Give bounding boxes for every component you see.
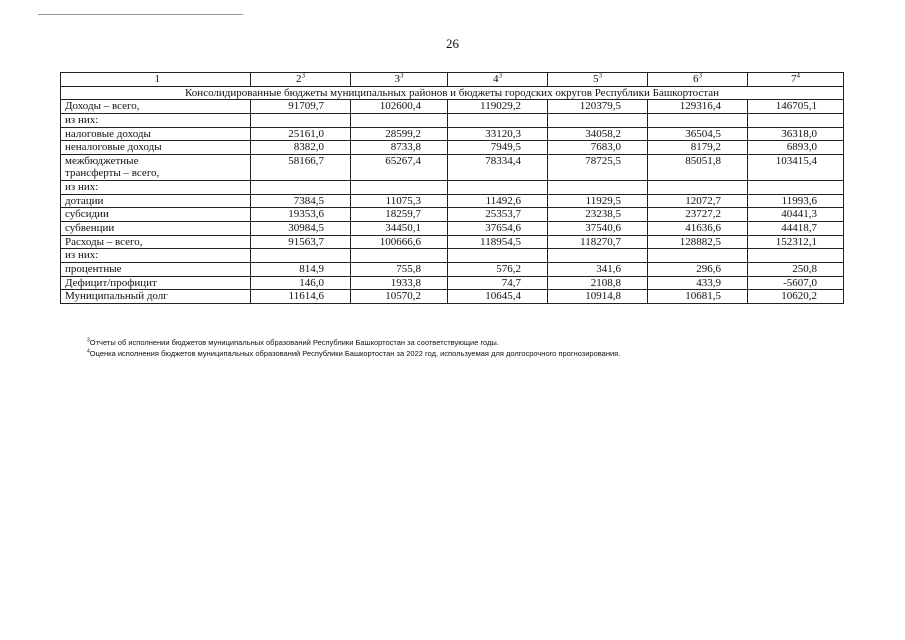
row-label: процентные [61, 262, 251, 276]
footnotes [87, 337, 620, 359]
footnote-mark: 4 [87, 348, 90, 355]
value-cell: 36504,5 [648, 127, 748, 141]
value-cell: 433,9 [648, 276, 748, 290]
footnote-text: Оценка исполнения бюджетов муниципальных образований Республики Башкортостан за 2022 год, используемая для долгосрочного прогнозирования. [89, 349, 621, 358]
header-row [61, 73, 844, 87]
row-label: из них: [61, 181, 251, 195]
row-label: межбюджетные трансферты – всего, [61, 154, 251, 180]
row-label: дотации [61, 194, 251, 208]
value-cell [548, 113, 648, 127]
value-cell: 28599,2 [351, 127, 448, 141]
table-row [61, 141, 844, 155]
value-cell: 118270,7 [548, 235, 648, 249]
value-cell [748, 181, 844, 195]
section-title-row [61, 86, 844, 100]
value-cell: 91563,7 [251, 235, 351, 249]
value-cell [251, 249, 351, 263]
row-label: Муниципальный долг [61, 290, 251, 304]
value-cell: 2108,8 [548, 276, 648, 290]
table-row [61, 208, 844, 222]
header-cell: $4^3$ [448, 73, 548, 87]
value-cell: 10681,5 [648, 290, 748, 304]
value-cell: 18259,7 [351, 208, 448, 222]
table-row [61, 127, 844, 141]
value-cell: 8733,8 [351, 141, 448, 155]
value-cell: 8179,2 [648, 141, 748, 155]
value-cell: 146,0 [251, 276, 351, 290]
header-rule [38, 14, 243, 15]
table-row [61, 276, 844, 290]
value-cell: 40441,3 [748, 208, 844, 222]
value-cell: 44418,7 [748, 222, 844, 236]
value-cell: 23727,2 [648, 208, 748, 222]
value-cell: -5607,0 [748, 276, 844, 290]
value-cell: 34058,2 [548, 127, 648, 141]
header-cell: $6^3$ [648, 73, 748, 87]
row-label: субсидии [61, 208, 251, 222]
row-label: налоговые доходы [61, 127, 251, 141]
value-cell: 8382,0 [251, 141, 351, 155]
row-label: неналоговые доходы [61, 141, 251, 155]
value-cell: 58166,7 [251, 154, 351, 180]
header-cell: $3^3$ [351, 73, 448, 87]
row-label: субвенции [61, 222, 251, 236]
value-cell [748, 249, 844, 263]
value-cell [351, 181, 448, 195]
value-cell: 12072,7 [648, 194, 748, 208]
value-cell: 103415,4 [748, 154, 844, 180]
value-cell: 10914,8 [548, 290, 648, 304]
section-title: Консолидированные бюджеты муниципальных районов и бюджеты городских округов Республики Башкортостан [61, 86, 844, 100]
value-cell [648, 181, 748, 195]
value-cell [548, 181, 648, 195]
table-row [61, 249, 844, 263]
value-cell: 19353,6 [251, 208, 351, 222]
table-row [61, 262, 844, 276]
value-cell [251, 113, 351, 127]
value-cell: 128882,5 [648, 235, 748, 249]
value-cell: 10570,2 [351, 290, 448, 304]
value-cell: 65267,4 [351, 154, 448, 180]
value-cell: 25353,7 [448, 208, 548, 222]
table-row [61, 181, 844, 195]
value-cell: 7683,0 [548, 141, 648, 155]
value-cell: 10645,4 [448, 290, 548, 304]
value-cell: 34450,1 [351, 222, 448, 236]
value-cell: 576,2 [448, 262, 548, 276]
value-cell: 41636,6 [648, 222, 748, 236]
value-cell: 11614,6 [251, 290, 351, 304]
value-cell: 100666,6 [351, 235, 448, 249]
row-label: из них: [61, 249, 251, 263]
table-row [61, 222, 844, 236]
value-cell [251, 181, 351, 195]
footnote [87, 337, 620, 348]
value-cell: 78334,4 [448, 154, 548, 180]
value-cell: 11929,5 [548, 194, 648, 208]
value-cell: 7384,5 [251, 194, 351, 208]
value-cell: 119029,2 [448, 100, 548, 114]
header-cell: $5^3$ [548, 73, 648, 87]
table-row [61, 235, 844, 249]
value-cell [548, 249, 648, 263]
value-cell: 102600,4 [351, 100, 448, 114]
value-cell: 37540,6 [548, 222, 648, 236]
page-number: 26 [446, 36, 459, 51]
table-row [61, 113, 844, 127]
table-row [61, 290, 844, 304]
row-label: Расходы – всего, [61, 235, 251, 249]
value-cell: 74,7 [448, 276, 548, 290]
value-cell [648, 113, 748, 127]
value-cell: 33120,3 [448, 127, 548, 141]
value-cell: 7949,5 [448, 141, 548, 155]
value-cell: 296,6 [648, 262, 748, 276]
table-row [61, 194, 844, 208]
value-cell [448, 249, 548, 263]
table-row [61, 154, 844, 180]
value-cell: 341,6 [548, 262, 648, 276]
value-cell [748, 113, 844, 127]
value-cell [448, 113, 548, 127]
value-cell: 755,8 [351, 262, 448, 276]
value-cell: 37654,6 [448, 222, 548, 236]
value-cell: 814,9 [251, 262, 351, 276]
value-cell: 78725,5 [548, 154, 648, 180]
value-cell: 129316,4 [648, 100, 748, 114]
footnote-mark: 3 [87, 337, 90, 344]
value-cell: 91709,7 [251, 100, 351, 114]
value-cell: 120379,5 [548, 100, 648, 114]
row-label: Доходы – всего, [61, 100, 251, 114]
value-cell: 30984,5 [251, 222, 351, 236]
value-cell: 36318,0 [748, 127, 844, 141]
row-label: из них: [61, 113, 251, 127]
value-cell: 23238,5 [548, 208, 648, 222]
header-cell: $2^3$ [251, 73, 351, 87]
header-cell: $7^4$ [748, 73, 844, 87]
value-cell: 11075,3 [351, 194, 448, 208]
value-cell: 6893,0 [748, 141, 844, 155]
value-cell: 118954,5 [448, 235, 548, 249]
value-cell: 152312,1 [748, 235, 844, 249]
value-cell [351, 249, 448, 263]
value-cell: 10620,2 [748, 290, 844, 304]
value-cell: 11993,6 [748, 194, 844, 208]
table-row [61, 100, 844, 114]
table-body [61, 73, 844, 304]
value-cell [448, 181, 548, 195]
value-cell [351, 113, 448, 127]
budget-table [60, 72, 844, 304]
value-cell [648, 249, 748, 263]
footnote-text: Отчеты об исполнении бюджетов муниципальных образований Республики Башкортостан за соответствующие годы. [89, 338, 499, 347]
value-cell: 85051,8 [648, 154, 748, 180]
row-label: Дефицит/профицит [61, 276, 251, 290]
value-cell: 11492,6 [448, 194, 548, 208]
footnote [87, 348, 620, 359]
value-cell: 25161,0 [251, 127, 351, 141]
header-cell: 1 [61, 73, 251, 87]
value-cell: 250,8 [748, 262, 844, 276]
value-cell: 1933,8 [351, 276, 448, 290]
value-cell: 146705,1 [748, 100, 844, 114]
